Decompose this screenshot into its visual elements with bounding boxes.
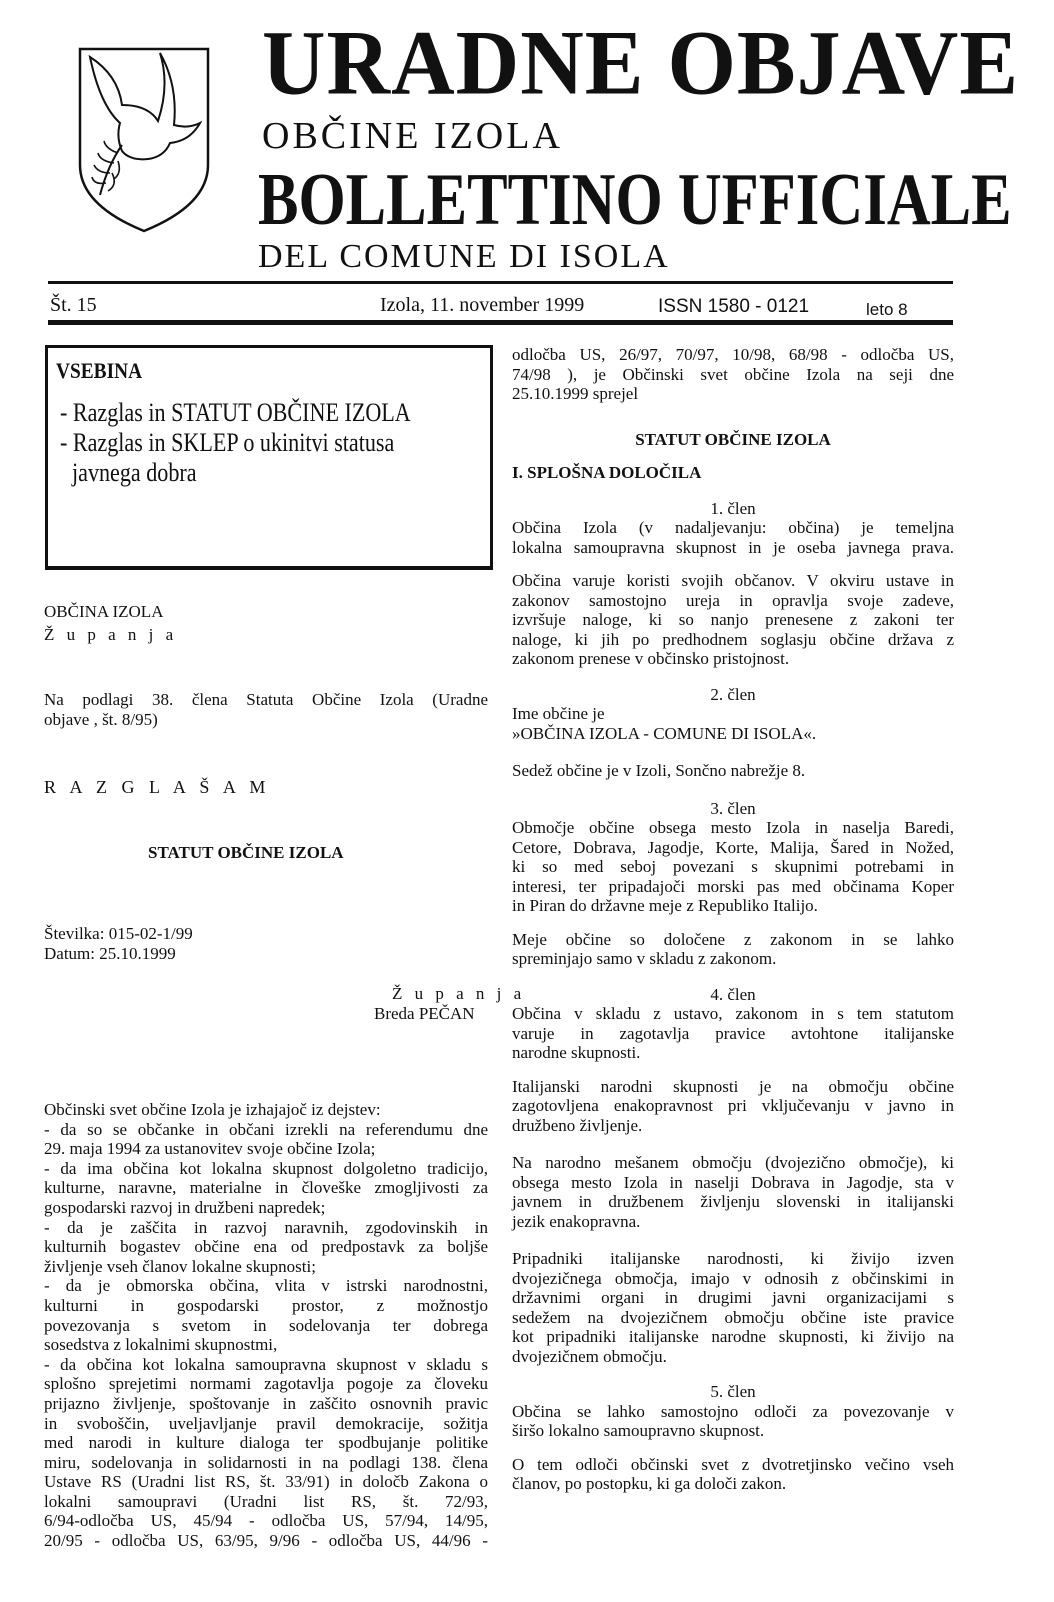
text-line: Območje občine obsega mesto Izola in naselja Baredi,: [512, 818, 954, 837]
paragraph: [512, 345, 954, 404]
text-line: širšo lokalno samoupravno skupnost.: [512, 1421, 765, 1440]
paragraph: [512, 930, 954, 969]
document-date: Datum: 25.10.1999: [44, 944, 176, 963]
text-line: kulturni in gospodarski prostor, z možnostjo: [44, 1295, 488, 1315]
article-heading: 2. člen: [710, 684, 756, 704]
text-line: dvojezičnem območju.: [512, 1346, 667, 1366]
paragraph: Sedež občine je v Izoli, Sončno nabrežje 8.: [512, 761, 806, 780]
text-line: Italijanski narodni skupnosti je na območju občine: [512, 1076, 954, 1096]
text-line: - da je zaščita in razvoj naravnih, zgodovinskih in: [44, 1217, 488, 1237]
text-line: Občina varuje koristi svojih občanov. V okviru ustave in: [512, 571, 954, 590]
text-line: varuje in zagotavlja pravice avtohtone italijanske: [512, 1023, 954, 1043]
text-line: kot pripadniki italijanske narodne skupnosti, ki živijo na: [512, 1327, 954, 1346]
text-line: Občina Izola (v nadaljevanju: občina) je temeljna: [512, 518, 954, 537]
paragraph: [512, 518, 954, 557]
text-line: 25.10.1999 sprejel: [512, 384, 639, 403]
signature-role: Ž u p a n j a: [392, 984, 526, 1003]
text-line: zakonov samostojno ureja in opravlja svoje zadeve,: [512, 590, 954, 610]
text-line: - da občina kot lokalna samoupravna skupnost v skladu s: [44, 1354, 488, 1374]
text-line: interesi, ter pripadajoči morski pas med občinama Koper: [512, 876, 954, 896]
article-heading: 1. člen: [710, 498, 756, 518]
text-line: lokalna samoupravna skupnost in je oseba javnega prava.: [512, 537, 954, 557]
text-line: ki so med seboj povezani s skupnimi potrebami in: [512, 857, 954, 876]
contents-box: [45, 345, 493, 570]
text-line: obsega mesto Izola in naselji Dobrava in Jagodje, sta v: [512, 1172, 954, 1192]
document-number: Številka: 015-02-1/99: [44, 924, 193, 943]
masthead-subtitle-italian: DEL COMUNE DI ISOLA: [258, 238, 670, 275]
coat-of-arms-emblem: [78, 45, 210, 235]
contents-item: - Razglas in SKLEP o ukinitvi statusa: [60, 428, 395, 457]
text-line: javnem in družbenem življenju slovenski in italijanski: [512, 1192, 954, 1211]
legal-basis: [44, 690, 488, 729]
contents-item: javnega dobra: [72, 458, 197, 487]
text-line: družbeno življenje.: [512, 1115, 643, 1135]
text-line: O tem odloči občinski svet z dvotretjinsko večino vseh: [512, 1454, 954, 1474]
text-line: prijazno življenje, spoštovanje in zaščito osnovnih pravic: [44, 1393, 488, 1413]
masthead-rule-top: [48, 281, 953, 284]
text-line: zagotovljena enakopravnost pri vključevanju v javno in: [512, 1096, 954, 1115]
paragraph: [512, 1077, 954, 1136]
section-title: I. SPLOŠNA DOLOČILA: [512, 463, 702, 482]
text-line: - da ima občina kot lokalna skupnost dolgoletno tradicijo,: [44, 1158, 488, 1178]
text-line: in Piran do državne meje z Republiko Italijo.: [512, 896, 818, 915]
text-line: članov, po postopku, ki ga določi zakon.: [512, 1474, 787, 1493]
paragraph: [512, 1402, 954, 1441]
paragraph: [512, 818, 954, 916]
statute-title-left: STATUT OBČINE IZOLA: [148, 843, 344, 862]
text-line: 20/95 - odločba US, 63/95, 9/96 - odločba US, 44/96 -: [44, 1531, 488, 1551]
text-line: gospodarski razvoj in družbeni napredek;: [44, 1197, 326, 1217]
contents-title: VSEBINA: [56, 358, 143, 383]
text-line: lokalni samoupravi (Uradni list RS, št. 72/93,: [44, 1491, 488, 1511]
article-heading: 3. člen: [710, 798, 756, 818]
text-line: Ustave RS (Uradni list RS, št. 33/91) in določb Zakona o: [44, 1472, 488, 1492]
paragraph: [512, 1455, 954, 1494]
text-line: Ime občine je: [512, 704, 605, 723]
paragraph: [512, 704, 954, 743]
text-line: sedežem na dvojezičnem območju občine iste pravice: [512, 1307, 954, 1327]
article-heading: 5. člen: [710, 1382, 756, 1401]
text-line: - da je obmorska občina, vlita v istrski narodnostni,: [44, 1276, 488, 1296]
masthead-subtitle: OBČINE IZOLA: [262, 115, 563, 157]
text-line: jezik enakopravna.: [512, 1211, 641, 1231]
contents-item: - Razglas in STATUT OBČINE IZOLA: [60, 398, 411, 427]
text-line: Pripadniki italijanske narodnosti, ki živijo izven: [512, 1249, 954, 1268]
text-line: Na narodno mešanem območju (dvojezično območje), ki: [512, 1153, 954, 1172]
text-line: »OBČINA IZOLA - COMUNE DI ISOLA«.: [512, 723, 817, 743]
text-line: dvojezičnega območja, imajo v odnosih z občinskimi in: [512, 1268, 954, 1288]
text-line: Občina se lahko samostojno odloči za povezovanje v: [512, 1401, 954, 1421]
paragraph: [512, 1249, 954, 1366]
text-line: zakonom prenese v občinsko pristojnost.: [512, 649, 790, 668]
text-line: 74/98 ), je Občinski svet občine Izola na seji dne: [512, 364, 954, 384]
text-line: med narodi in kulture dialoga ter spodbujanje politike: [44, 1433, 488, 1453]
text-line: Občinski svet občine Izola je izhajajoč iz dejstev:: [44, 1100, 381, 1119]
text-line: objave , št. 8/95): [44, 709, 158, 729]
preamble: [44, 1100, 488, 1551]
text-line: kulturne, naravne, materialne in človeške zmogljivosti za: [44, 1178, 488, 1198]
paragraph: [512, 1004, 954, 1063]
paragraph: [512, 1153, 954, 1231]
text-line: splošno sprejetimi normami zagotavlja pogoje za človeku: [44, 1374, 488, 1394]
text-line: 29. maja 1994 za ustanovitev svoje občine Izola;: [44, 1139, 376, 1159]
text-line: 6/94-odločba US, 45/94 - odločba US, 57/94, 14/95,: [44, 1511, 488, 1531]
text-line: in svoboščin, uveljavljanje pravil demokracije, sožitja: [44, 1413, 488, 1433]
masthead-rule-bottom: [48, 320, 953, 325]
issue-date: Izola, 11. november 1999: [380, 294, 585, 316]
text-line: odločba US, 26/97, 70/97, 10/98, 68/98 - odločba US,: [512, 345, 954, 364]
issuer-role: Ž u p a n j a: [44, 625, 178, 644]
volume-year: leto 8: [866, 300, 908, 319]
text-line: narodne skupnosti.: [512, 1043, 641, 1062]
text-line: Meje občine so določene z zakonom in se lahko: [512, 929, 954, 949]
text-line: kulturnih bogastev občine ena od predpostavk za boljše: [44, 1237, 488, 1257]
text-line: naloge, ki jih po predhodnem soglasju občine država z: [512, 629, 954, 649]
text-line: izvršuje naloge, ki so nanjo prenesene z zakoni ter: [512, 610, 954, 629]
statute-title-right: STATUT OBČINE IZOLA: [635, 429, 831, 449]
paragraph: [512, 571, 954, 669]
proclamation: R A Z G L A Š A M: [44, 777, 271, 797]
text-line: miru, sodelovanja in solidarnosti in na podlagi 138. člena: [44, 1452, 488, 1472]
text-line: Cetore, Dobrava, Jagodje, Korte, Malija, Šared in Nožed,: [512, 837, 954, 857]
text-line: Občina v skladu z ustavo, zakonom in s tem statutom: [512, 1004, 954, 1023]
article-heading: 4. člen: [710, 984, 756, 1004]
masthead-title-italian: BOLLETTINO UFFICIALE: [258, 159, 1012, 241]
text-line: življenje vseh članov lokalne skupnosti;: [44, 1256, 316, 1276]
masthead-title: URADNE OBJAVE: [262, 12, 1020, 115]
issn: ISSN 1580 - 0121: [658, 296, 810, 317]
text-line: državnimi organi in drugimi javni organizacijami s: [512, 1288, 954, 1307]
text-line: povezovanja s svetom in sodelovanja ter dobrega: [44, 1315, 488, 1335]
issuer-name: OBČINA IZOLA: [44, 602, 164, 621]
text-line: spreminjajo samo v skladu z zakonom.: [512, 949, 777, 968]
issue-number: Št. 15: [50, 294, 97, 316]
text-line: sosedstva z lokalnimi skupnostmi,: [44, 1335, 278, 1355]
signature-name: Breda PEČAN: [374, 1004, 475, 1023]
text-line: Na podlagi 38. člena Statuta Občine Izola (Uradne: [44, 690, 488, 709]
text-line: - da so se občanke in občani izrekli na referendumu dne: [44, 1119, 488, 1139]
right-column: [512, 345, 954, 1494]
